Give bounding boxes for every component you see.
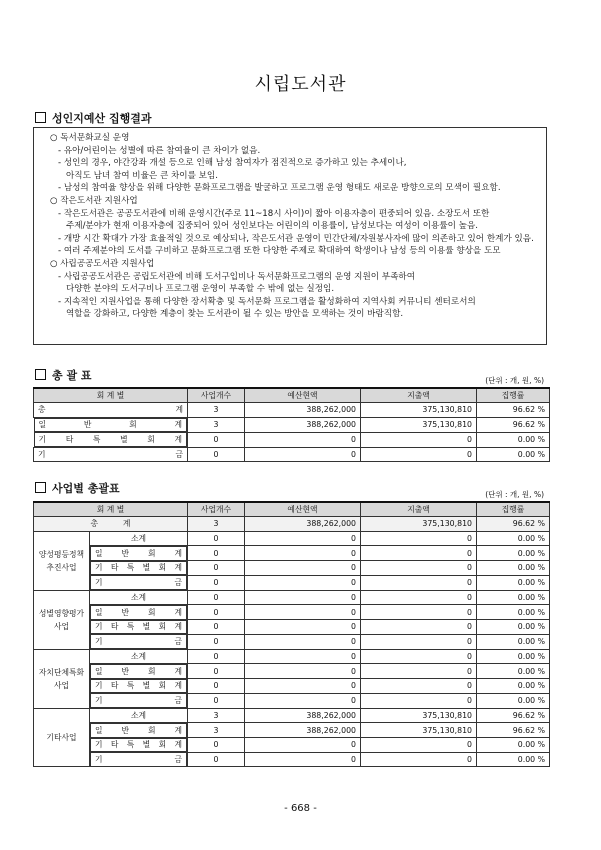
table-row bbox=[34, 752, 550, 767]
expense-cell: 375,130,810 bbox=[361, 417, 477, 432]
count-cell: 0 bbox=[188, 620, 245, 635]
page-title: 시립도서관 bbox=[254, 74, 347, 95]
budget-cell: 0 bbox=[245, 546, 361, 561]
table-row bbox=[34, 403, 550, 418]
header-cell: 예산현액 bbox=[245, 388, 361, 403]
account-cell: 소계 bbox=[90, 531, 188, 546]
budget-cell: 0 bbox=[245, 605, 361, 620]
table-row bbox=[34, 634, 550, 649]
account-cell: 소계 bbox=[90, 590, 188, 605]
count-cell: 0 bbox=[188, 679, 245, 694]
rate-cell: 0.00 % bbox=[477, 590, 550, 605]
section-title: 성인지예산 집행결과 bbox=[52, 112, 152, 125]
count-cell: 3 bbox=[188, 723, 245, 738]
count-cell: 0 bbox=[188, 447, 245, 462]
header-cell: 사업개수 bbox=[188, 502, 245, 517]
account-cell: 기 금 bbox=[90, 752, 187, 767]
expense-cell: 0 bbox=[361, 620, 477, 635]
expense-cell: 0 bbox=[361, 546, 477, 561]
account-cell: 일 반 회 계 bbox=[90, 664, 187, 679]
summary-line: - 남성의 참여율 향상을 위해 다양한 문화프로그램을 발굴하고 프로그램 운영 형태도 새로운 방향으로의 모색이 필요함. bbox=[58, 183, 501, 194]
table-row bbox=[34, 561, 550, 576]
table-row bbox=[34, 605, 550, 620]
count-cell: 0 bbox=[188, 561, 245, 576]
account-cell: 기 타 특 별 회 계 bbox=[90, 561, 187, 576]
account-cell: 기 타 특 별 회 계 bbox=[34, 432, 188, 447]
rate-cell: 0.00 % bbox=[477, 432, 550, 447]
budget-cell: 0 bbox=[245, 432, 361, 447]
summary-line: - 지속적인 지원사업을 통해 다양한 장서확충 및 독서문화 프로그램을 활성화하여 지역사회 커뮤니티 센터로서의 bbox=[58, 296, 476, 307]
table-total-row bbox=[34, 517, 550, 532]
rate-cell: 0.00 % bbox=[477, 679, 550, 694]
table-row bbox=[34, 723, 550, 738]
rate-cell: 96.62 % bbox=[477, 517, 550, 532]
rate-cell: 96.62 % bbox=[477, 723, 550, 738]
expense-cell: 0 bbox=[361, 649, 477, 664]
project-table bbox=[33, 501, 550, 767]
rate-cell: 96.62 % bbox=[477, 417, 550, 432]
section-title: 사업별 총괄표 bbox=[52, 482, 120, 495]
page-number: - 668 - bbox=[284, 803, 317, 814]
expense-cell: 0 bbox=[361, 447, 477, 462]
count-cell: 0 bbox=[188, 590, 245, 605]
count-cell: 0 bbox=[188, 605, 245, 620]
account-cell: 총 계 bbox=[34, 517, 188, 532]
header-cell: 집행률 bbox=[477, 388, 550, 403]
checkbox-square-icon bbox=[35, 482, 46, 493]
account-cell: 기 금 bbox=[90, 575, 187, 590]
account-cell: 일 반 회 계 bbox=[34, 418, 188, 433]
expense-cell: 0 bbox=[361, 679, 477, 694]
account-cell: 기 타 특 별 회 계 bbox=[90, 679, 187, 694]
summary-line: 역할을 강화하고, 다양한 계층이 찾는 도서관이 될 수 있는 방안을 모색하는 것이 바람직함. bbox=[66, 309, 404, 320]
count-cell: 0 bbox=[188, 693, 245, 708]
expense-cell: 0 bbox=[361, 752, 477, 767]
account-cell: 소계 bbox=[90, 708, 188, 723]
count-cell: 0 bbox=[188, 649, 245, 664]
checkbox-square-icon bbox=[35, 112, 46, 123]
table-row bbox=[34, 531, 550, 546]
section-heading-gender-budget bbox=[35, 110, 151, 126]
expense-cell: 0 bbox=[361, 693, 477, 708]
summary-line: ○ 독서문화교실 운영 bbox=[50, 133, 130, 143]
table-row bbox=[34, 664, 550, 679]
rate-cell: 0.00 % bbox=[477, 649, 550, 664]
rate-cell: 0.00 % bbox=[477, 561, 550, 576]
rate-cell: 96.62 % bbox=[477, 403, 550, 418]
rate-cell: 96.62 % bbox=[477, 708, 550, 723]
table-row bbox=[34, 432, 550, 447]
expense-cell: 0 bbox=[361, 531, 477, 546]
header-cell: 집행률 bbox=[477, 502, 550, 517]
budget-cell: 0 bbox=[245, 590, 361, 605]
count-cell: 3 bbox=[188, 417, 245, 432]
budget-cell: 388,262,000 bbox=[245, 417, 361, 432]
summary-line: - 개방 시간 확대가 가장 효율적일 것으로 예상되나, 작은도서관 운영이 민간단체/자원봉사자에 많이 의존하고 있어 한계가 있음. bbox=[58, 233, 534, 244]
rate-cell: 0.00 % bbox=[477, 620, 550, 635]
budget-cell: 0 bbox=[245, 738, 361, 753]
expense-cell: 0 bbox=[361, 590, 477, 605]
header-cell: 지출액 bbox=[361, 388, 477, 403]
count-cell: 0 bbox=[188, 738, 245, 753]
budget-cell: 0 bbox=[245, 649, 361, 664]
rate-cell: 0.00 % bbox=[477, 752, 550, 767]
budget-cell: 388,262,000 bbox=[245, 723, 361, 738]
budget-cell: 0 bbox=[245, 693, 361, 708]
rate-cell: 0.00 % bbox=[477, 693, 550, 708]
table-row bbox=[34, 738, 550, 753]
count-cell: 0 bbox=[188, 634, 245, 649]
rate-cell: 0.00 % bbox=[477, 605, 550, 620]
account-cell: 기 금 bbox=[90, 634, 187, 649]
budget-cell: 388,262,000 bbox=[245, 708, 361, 723]
summary-line: - 성인의 경우, 야간강좌 개설 등으로 인해 남성 참여자가 점진적으로 증가하고 있는 추세이나, bbox=[58, 158, 407, 169]
header-cell: 사업개수 bbox=[188, 388, 245, 403]
section-heading-summary-table bbox=[35, 367, 92, 383]
gender-budget-summary-box bbox=[33, 127, 547, 345]
project-groups bbox=[34, 531, 550, 767]
category-cell: 자치단체특화 사업 bbox=[34, 649, 90, 708]
count-cell: 0 bbox=[188, 531, 245, 546]
expense-cell: 0 bbox=[361, 738, 477, 753]
budget-cell: 0 bbox=[245, 531, 361, 546]
count-cell: 0 bbox=[188, 575, 245, 590]
account-cell: 기 금 bbox=[34, 447, 188, 462]
budget-cell: 0 bbox=[245, 664, 361, 679]
rate-cell: 0.00 % bbox=[477, 575, 550, 590]
summary-line: ○ 사립공공도서관 지원사업 bbox=[50, 258, 155, 269]
header-cell: 회 계 별 bbox=[34, 388, 188, 403]
category-cell: 기타사업 bbox=[34, 708, 90, 767]
budget-cell: 0 bbox=[245, 634, 361, 649]
category-cell: 양성평등정책 추진사업 bbox=[34, 531, 90, 590]
account-cell: 기 금 bbox=[90, 693, 187, 708]
rate-cell: 0.00 % bbox=[477, 634, 550, 649]
summary-table bbox=[33, 387, 550, 462]
unit-label: (단위 : 개, 원, %) bbox=[485, 490, 544, 499]
checkbox-square-icon bbox=[35, 369, 46, 380]
expense-cell: 375,130,810 bbox=[361, 723, 477, 738]
budget-cell: 0 bbox=[245, 679, 361, 694]
table-row bbox=[34, 649, 550, 664]
expense-cell: 0 bbox=[361, 664, 477, 679]
rate-cell: 0.00 % bbox=[477, 531, 550, 546]
expense-cell: 0 bbox=[361, 605, 477, 620]
table-row bbox=[34, 590, 550, 605]
count-cell: 0 bbox=[188, 752, 245, 767]
budget-cell: 0 bbox=[245, 447, 361, 462]
section-heading-project-table bbox=[35, 480, 120, 496]
budget-cell: 388,262,000 bbox=[245, 403, 361, 418]
account-cell: 기 타 특 별 회 계 bbox=[90, 620, 187, 635]
summary-line: - 여러 주제분야의 도서를 구비하고 문화프로그램 또한 다양한 주제로 확대하여 학생이나 남성 등의 이용률 향상을 도모 bbox=[58, 246, 501, 257]
summary-line: 아직도 남녀 참여 비율은 큰 차이를 보임. bbox=[66, 170, 218, 181]
rate-cell: 0.00 % bbox=[477, 664, 550, 679]
expense-cell: 0 bbox=[361, 575, 477, 590]
table-row bbox=[34, 447, 550, 462]
rate-cell: 0.00 % bbox=[477, 546, 550, 561]
expense-cell: 375,130,810 bbox=[361, 403, 477, 418]
expense-cell: 0 bbox=[361, 634, 477, 649]
header-cell: 회 계 별 bbox=[34, 502, 188, 517]
count-cell: 0 bbox=[188, 664, 245, 679]
budget-cell: 388,262,000 bbox=[245, 517, 361, 532]
budget-cell: 0 bbox=[245, 752, 361, 767]
account-cell: 총 계 bbox=[34, 403, 188, 418]
account-cell: 일 반 회 계 bbox=[90, 546, 187, 561]
count-cell: 3 bbox=[188, 403, 245, 418]
table-header-row bbox=[34, 388, 550, 403]
account-cell: 일 반 회 계 bbox=[90, 605, 187, 620]
header-cell: 지출액 bbox=[361, 502, 477, 517]
summary-line: 다양한 분야의 도서구비나 프로그램 운영이 부족할 수 밖에 없는 실정임. bbox=[66, 284, 335, 295]
count-cell: 3 bbox=[188, 708, 245, 723]
count-cell: 0 bbox=[188, 546, 245, 561]
account-cell: 기 타 특 별 회 계 bbox=[90, 738, 187, 753]
unit-label: (단위 : 개, 원, %) bbox=[485, 376, 544, 385]
summary-line: - 사립공공도서관은 공립도서관에 비해 도서구입비나 독서문화프로그램의 운영 지원이 부족하여 bbox=[58, 271, 416, 282]
table-header-row bbox=[34, 502, 550, 517]
budget-cell: 0 bbox=[245, 575, 361, 590]
section-title: 총 괄 표 bbox=[52, 369, 92, 382]
budget-cell: 0 bbox=[245, 561, 361, 576]
summary-line: - 유아/어린이는 성별에 따른 참여율이 큰 차이가 없음. bbox=[58, 145, 261, 156]
summary-line: - 작은도서관은 공공도서관에 비해 운영시간(주로 11~18시 사이)이 짧아 이용자층이 편중되어 있음. 소장도서 또한 bbox=[58, 208, 490, 219]
table-row bbox=[34, 620, 550, 635]
category-cell: 성별영향평가 사업 bbox=[34, 590, 90, 649]
summary-line: ○ 작은도서관 지원사업 bbox=[50, 195, 138, 206]
expense-cell: 0 bbox=[361, 561, 477, 576]
expense-cell: 0 bbox=[361, 432, 477, 447]
table-row bbox=[34, 546, 550, 561]
summary-line: 주제/분야가 현재 이용자층에 집중되어 있어 성인보다는 어린이의 이용률이, 남성보다는 여성이 이용률이 높음. bbox=[66, 221, 478, 232]
header-cell: 예산현액 bbox=[245, 502, 361, 517]
account-cell: 소계 bbox=[90, 649, 188, 664]
table-row bbox=[34, 708, 550, 723]
table-row bbox=[34, 575, 550, 590]
expense-cell: 375,130,810 bbox=[361, 517, 477, 532]
table-row bbox=[34, 417, 550, 432]
table-row bbox=[34, 693, 550, 708]
rate-cell: 0.00 % bbox=[477, 447, 550, 462]
count-cell: 0 bbox=[188, 432, 245, 447]
count-cell: 3 bbox=[188, 517, 245, 532]
budget-cell: 0 bbox=[245, 620, 361, 635]
expense-cell: 375,130,810 bbox=[361, 708, 477, 723]
account-cell: 일 반 회 계 bbox=[90, 723, 187, 738]
rate-cell: 0.00 % bbox=[477, 738, 550, 753]
table-row bbox=[34, 679, 550, 694]
